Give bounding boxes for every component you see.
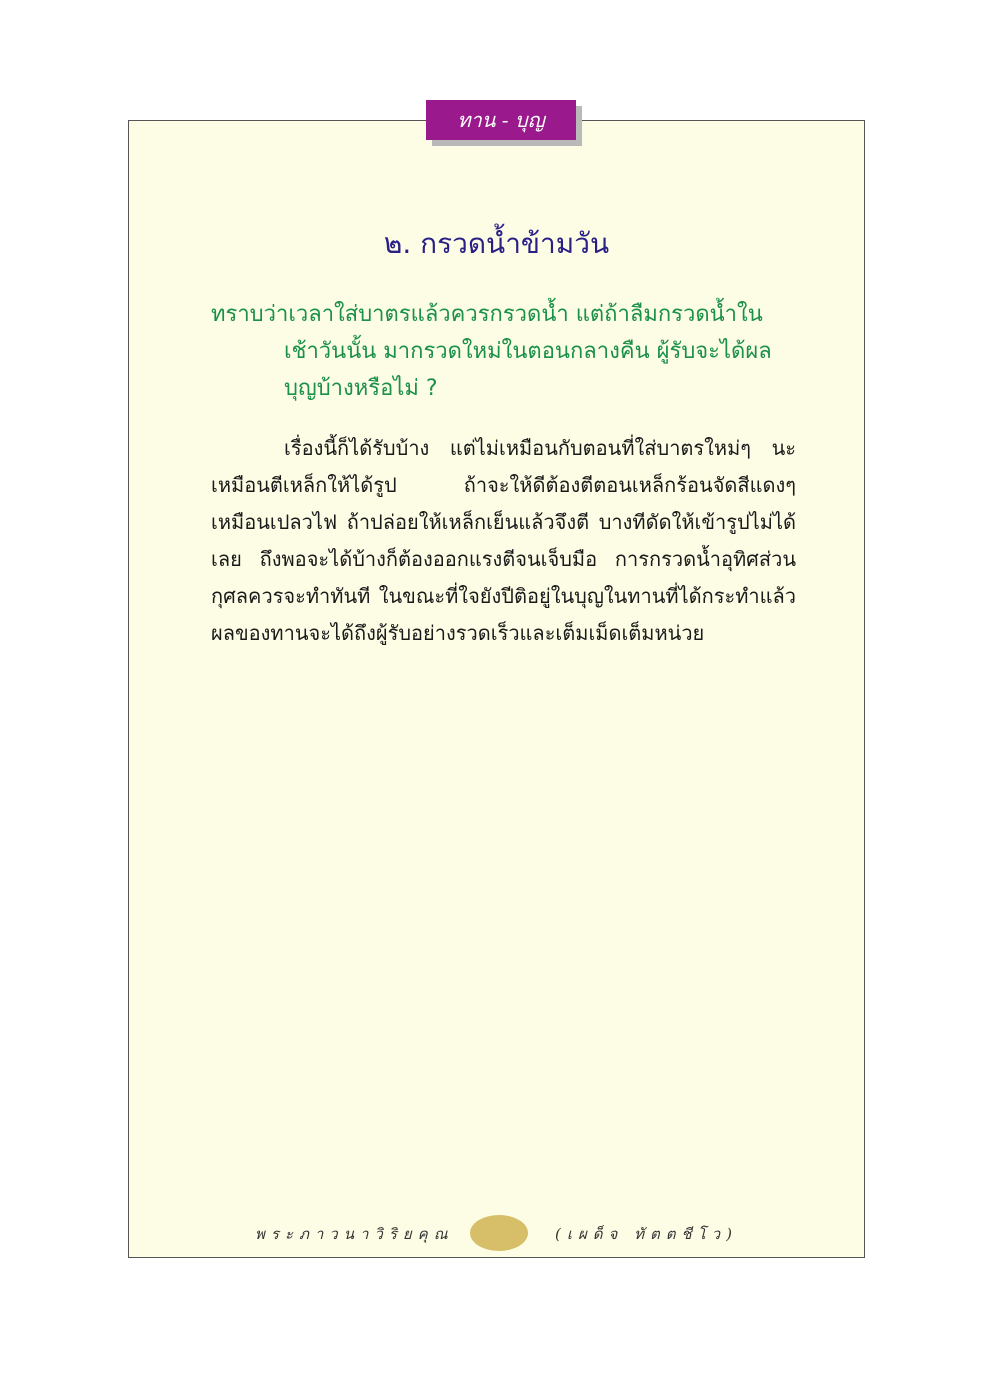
footer-author-name: (เผด็จ ทัตตชีโว) xyxy=(555,1225,738,1243)
question-text: ทราบว่าเวลาใส่บาตรแล้วควรกรวดน้ำ แต่ถ้าลืมกรวดน้ำในเช้าวันนั้น มากรวดใหม่ในตอนกลางคืน ผู้รับจะได้ผลบุญบ้างหรือไม่ ? xyxy=(211,302,772,401)
section-tab: ทาน - บุญ xyxy=(426,100,576,140)
footer-author: พระภาวนาวิริยคุณ xyxy=(255,1225,454,1243)
chapter-title: ๒. กรวดน้ำข้ามวัน xyxy=(383,227,610,260)
page-frame xyxy=(128,120,865,1258)
answer-text: เรื่องนี้ก็ได้รับบ้าง แต่ไม่เหมือนกับตอนที่ใส่บาตรใหม่ๆ นะ เหมือนตีเหล็กให้ได้รูป ถ้าจะให้ดีต้องตีตอนเหล็กร้อนจัดสีแดงๆ เหมือนเปลวไฟ ถ้าปล่อยให้เหล็กเย็นแล้วจึงตี บางทีดัดให้เข้ารูปไม่ได้เลย ถึงพอจะได้บ้างก็ต้องออกแรงตีจนเจ็บมือ การกรวดน้ำอุทิศส่วนกุศลควรจะทำทันที ในขณะที่ใจยังปีติอยู่ในบุญในทานที่ได้กระทำแล้ว ผลของทานจะได้ถึงผู้รับอย่างรวดเร็วและเต็มเม็ดเต็มหน่วย xyxy=(211,436,796,645)
page-number-badge xyxy=(470,1215,528,1251)
